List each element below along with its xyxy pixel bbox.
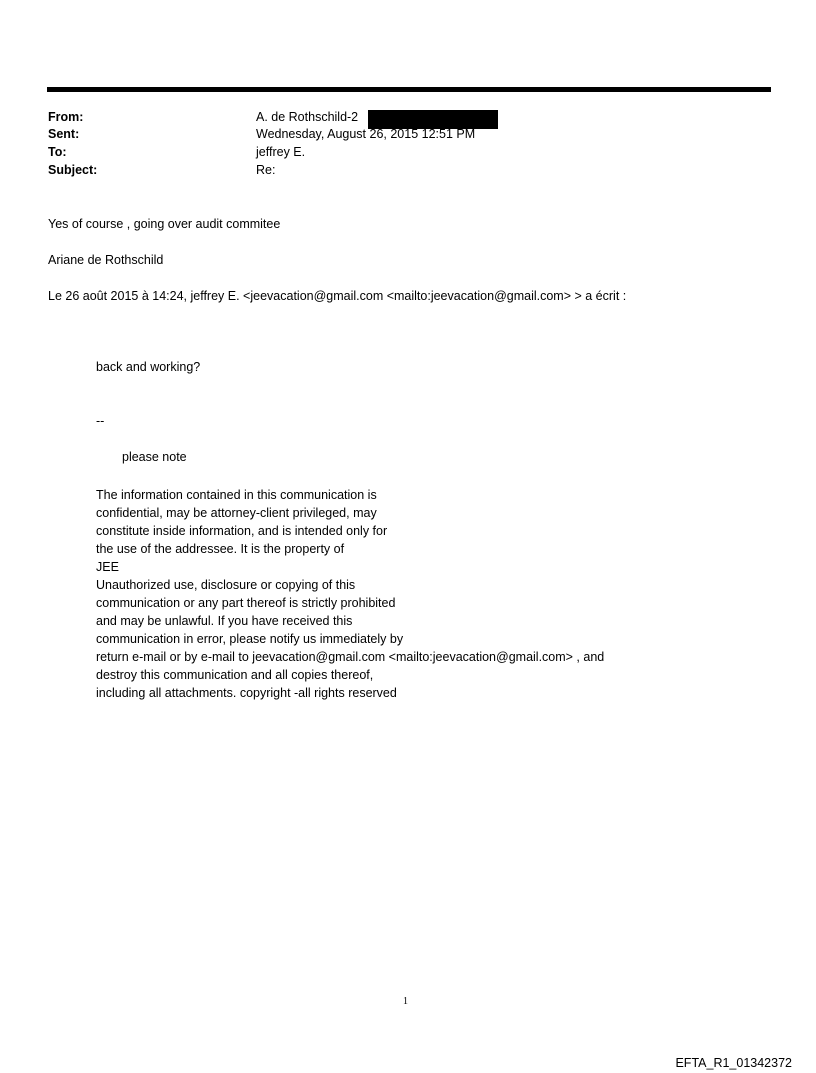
signature-separator: --: [96, 414, 105, 428]
disclaimer-line: communication or any part thereof is strictly prohibited: [96, 596, 396, 610]
disclaimer-block: [96, 486, 604, 702]
disclaimer-line: communication in error, please notify us immediately by: [96, 632, 404, 646]
disclaimer-line: including all attachments. copyright -all rights reserved: [96, 686, 397, 700]
to-value: jeffrey E.: [256, 145, 306, 159]
disclaimer-line: and may be unlawful. If you have received this: [96, 614, 353, 628]
signature-name: Ariane de Rothschild: [48, 253, 164, 267]
quoted-message: back and working?: [96, 360, 201, 374]
disclaimer-line: return e-mail or by e-mail to jeevacation@gmail.com <mailto:jeevacation@gmail.com> , and: [96, 650, 605, 664]
page-number: 1: [403, 996, 408, 1007]
disclaimer-line: constitute inside information, and is intended only for: [96, 524, 388, 538]
subject-value: Re:: [256, 163, 276, 177]
disclaimer-line: destroy this communication and all copies thereof,: [96, 668, 374, 682]
document-id: EFTA_R1_01342372: [675, 1056, 792, 1070]
disclaimer-line: The information contained in this communication is: [96, 488, 377, 502]
disclaimer-line: confidential, may be attorney-client privileged, may: [96, 506, 377, 520]
sent-label: Sent:: [48, 127, 80, 141]
from-label: From:: [48, 110, 84, 124]
disclaimer-line: Unauthorized use, disclosure or copying of this: [96, 578, 356, 592]
disclaimer-line: the use of the addressee. It is the property of: [96, 542, 345, 556]
header-rule: [47, 87, 771, 92]
to-label: To:: [48, 145, 67, 159]
disclaimer-line: JEE: [96, 560, 119, 574]
sent-value: Wednesday, August 26, 2015 12:51 PM: [256, 127, 476, 141]
please-note-text: please note: [122, 450, 187, 464]
from-value: A. de Rothschild-2: [256, 110, 359, 124]
reply-text: Yes of course , going over audit commitee: [48, 217, 281, 231]
subject-label: Subject:: [48, 163, 98, 177]
quote-intro: Le 26 août 2015 à 14:24, jeffrey E. <jeevacation@gmail.com <mailto:jeevacation@gmail.com> > a écrit :: [48, 289, 627, 303]
